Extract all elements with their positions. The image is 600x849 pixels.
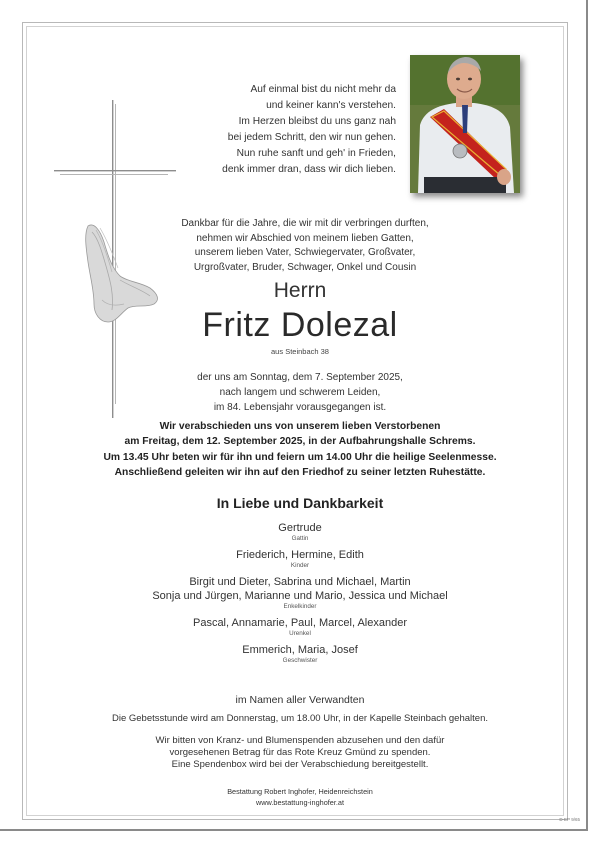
mourner-role: Geschwister — [282, 657, 318, 664]
farewell-line: Anschließend geleiten wir ihn auf den Friedhof zu seiner letzten Ruhestätte. — [114, 467, 486, 479]
mourner-names: Emmerich, Maria, Josef — [242, 644, 358, 656]
mourner-names: Birgit und Dieter, Sabrina und Michael, Martin — [189, 576, 411, 588]
death-line: im 84. Lebensjahr vorausgegangen ist. — [213, 402, 387, 413]
undertaker-web: www.bestattung-inghofer.at — [255, 797, 345, 807]
farewell-details — [60, 419, 540, 481]
deceased-name: Fritz Dolezal — [202, 306, 398, 344]
love-heading: In Liebe und Dankbarkeit — [216, 495, 384, 511]
donation-line: Eine Spendenbox wird bei der Verabschiedung bereitgestellt. — [171, 759, 429, 771]
right-rule — [586, 0, 588, 831]
farewell-line: Um 13.45 Uhr beten wir für ihn und feiern um 14.00 Uhr die heilige Seelenmesse. — [103, 451, 497, 463]
poem-line: Im Herzen bleibst du uns ganz nah — [238, 116, 396, 127]
undertaker-name: Bestattung Robert Inghofer, Heidenreichstein — [227, 787, 373, 796]
mourner-names: Friederich, Hermine, Edith — [236, 549, 364, 561]
mourner-role: Enkelkinder — [283, 603, 317, 610]
intro-line: nehmen wir Abschied von meinem lieben Gatten, — [196, 232, 414, 244]
mourner-group — [100, 616, 500, 638]
mourner-role: Gattin — [291, 535, 309, 542]
intro-line: Dankbar für die Jahre, die wir mit dir verbringen durften, — [181, 218, 429, 229]
print-code: D-EP 9/65 — [559, 817, 580, 822]
poem — [160, 82, 396, 178]
mourner-group — [100, 575, 500, 611]
mourner-names: Pascal, Annamarie, Paul, Marcel, Alexander — [192, 617, 407, 629]
prayer-notice: Die Gebetsstunde wird am Donnerstag, um 18.00 Uhr, in der Kapelle Steinbach gehalten. — [111, 713, 488, 724]
death-line: nach langem und schwerem Leiden, — [219, 387, 381, 398]
donation-line: Wir bitten von Kranz- und Blumenspenden abzusehen und den dafür — [155, 735, 445, 746]
bottom-rule — [0, 829, 586, 831]
origin: aus Steinbach 38 — [271, 347, 329, 356]
relatives-line: im Namen aller Verwandten — [235, 694, 365, 706]
death-notice — [150, 370, 450, 415]
mourner-role: Kinder — [290, 562, 310, 569]
poem-line: Nun ruhe sanft und geh' in Frieden, — [236, 148, 396, 159]
salutation: Herrn — [273, 279, 327, 302]
poem-line: Auf einmal bist du nicht mehr da — [250, 84, 396, 95]
mourner-role: Urenkel — [289, 630, 311, 637]
mourner-group — [100, 521, 500, 543]
portrait-photo — [410, 55, 520, 193]
intro-line: Urgroßvater, Bruder, Schwager, Onkel und Cousin — [193, 261, 417, 273]
mourner-group — [100, 643, 500, 665]
mourner-names: Gertrude — [278, 522, 322, 534]
poem-line: bei jedem Schritt, den wir nun gehen. — [227, 132, 396, 143]
poem-line: denk immer dran, dass wir dich lieben. — [222, 164, 396, 175]
farewell-line: am Freitag, dem 12. September 2025, in der Aufbahrungshalle Schrems. — [124, 436, 476, 448]
death-line: der uns am Sonntag, dem 7. September 2025, — [197, 372, 403, 383]
intro-text — [130, 217, 480, 275]
intro-line: unserem lieben Vater, Schwiegervater, Großvater, — [194, 247, 416, 259]
mourner-group — [100, 548, 500, 570]
mourners-list — [100, 521, 500, 670]
mourner-names: Sonja und Jürgen, Marianne und Mario, Jessica und Michael — [152, 590, 448, 602]
donation-line: vorgesehenen Betrag für das Rote Kreuz Gmünd zu spenden. — [169, 747, 431, 759]
donation-notice — [80, 735, 520, 772]
poem-line: und keiner kann's verstehen. — [266, 100, 396, 111]
undertaker-info — [150, 787, 450, 808]
farewell-line: Wir verabschieden uns von unserem lieben Verstorbenen — [159, 421, 441, 432]
